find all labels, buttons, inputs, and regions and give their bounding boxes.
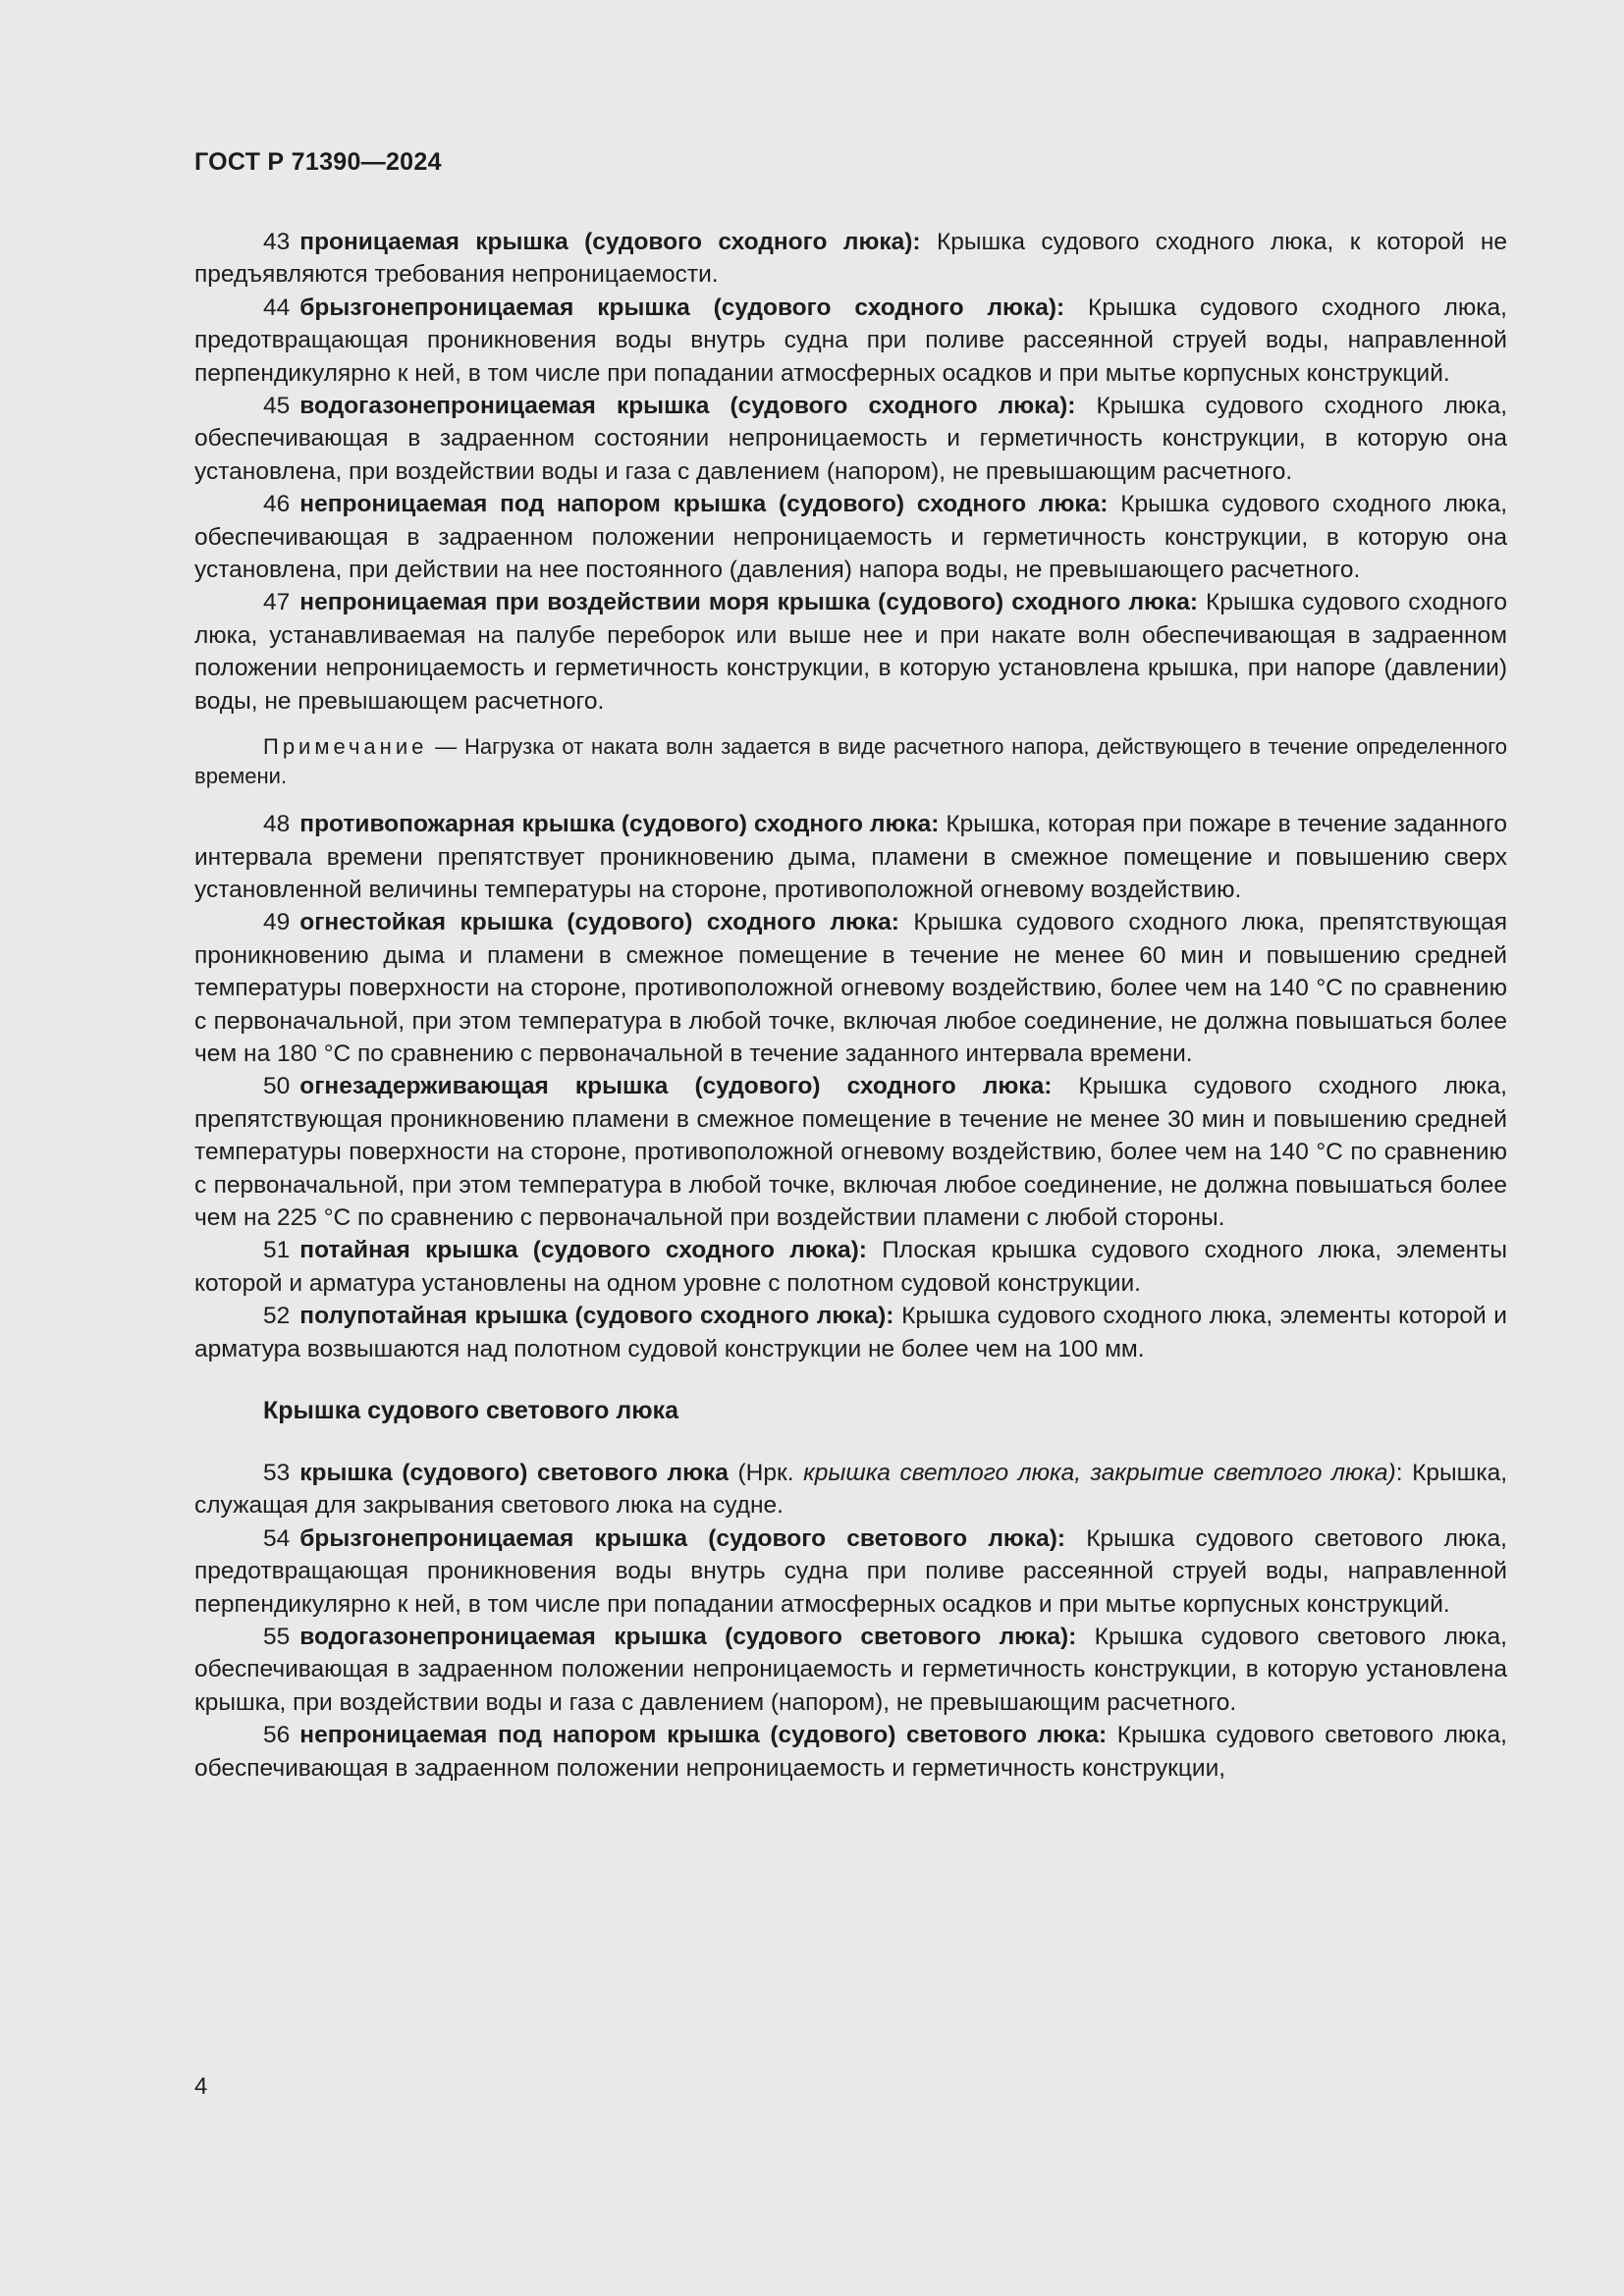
term-number: 49 xyxy=(263,909,291,936)
term-number: 54 xyxy=(263,1524,291,1552)
term-definition: Крышка судового сходного люка, препятствующая проникновению дыма и пламени в смежное помещение в течение не менее 60 мин и повышению средней температуры поверхности на стороне, противоположной огневому воздействию, более чем на 140 °С по сравнению с первоначальной, при этом температура в любой точке, включая любое соединение, не должна повышаться более чем на 180 °С по сравнению с первоначальной в течение заданного интервала времени. xyxy=(194,909,1507,1067)
term-name: непроницаемая при воздействии моря крышка (судового) сходного люка: xyxy=(299,589,1198,616)
term-entry-43 xyxy=(194,226,1507,292)
term-name: водогазонепроницаемая крышка (судового светового люка): xyxy=(299,1624,1077,1651)
term-definition: Крышка судового сходного люка, предотвращающая проникновения воды внутрь судна при поливе рассеянной струей воды, направленной перпендикулярно к ней, в том числе при попадании атмосферных осадков и при мытье корпусных конструкций. xyxy=(194,294,1507,387)
term-definition: Крышка судового светового люка, предотвращающая проникновения воды внутрь судна при поливе рассеянной струей воды, направленной перпендикулярно к ней, в том числе при попадании атмосферных осадков и при мытье корпусных конструкций. xyxy=(194,1524,1507,1618)
term-definition: Крышка судового светового люка, обеспечивающая в задраенном положении непроницаемость и герметичность конструкции, в которую установлена крышка, при воздействии воды и газа с давлением (напором), не превышающим расчетного. xyxy=(194,1624,1507,1716)
term-definition: Крышка судового сходного люка, обеспечивающая в задраенном состоянии непроницаемость и герметичность конструкции, в которую она установлена, при воздействии воды и газа с давлением (напором), не превышающим расчетного. xyxy=(194,393,1507,485)
term-name: непроницаемая под напором крышка (судового) светового люка: xyxy=(299,1722,1108,1749)
term-entry-50 xyxy=(194,1070,1507,1234)
term-definition: Плоская крышка судового сходного люка, элементы которой и арматура установлены на одном уровне с полотном судовой конструкции. xyxy=(194,1237,1507,1297)
term-entry-54 xyxy=(194,1522,1507,1621)
term-definition: Крышка судового светового люка, обеспечивающая в задраенном положении непроницаемость и герметичность конструкции, xyxy=(194,1722,1507,1782)
term-number: 53 xyxy=(263,1460,291,1486)
term-definition: Крышка судового сходного люка, обеспечивающая в задраенном положении непроницаемость и герметичность конструкции, в которую она установлена, при действии на нее постоянного (давления) напора воды, не превышающего расчетного. xyxy=(194,491,1507,584)
term-name: противопожарная крышка (судового) сходного люка: xyxy=(299,811,940,838)
term-list-c xyxy=(194,1457,1507,1785)
term-entry-52 xyxy=(194,1300,1507,1365)
term-definition: Крышка, которая при пожаре в течение заданного интервала времени препятствует проникновению дыма, пламени в смежное помещение и повышению сверх установленной величины температуры на стороне, противоположной огневому воздействию. xyxy=(194,811,1507,903)
term-number: 43 xyxy=(263,229,291,255)
note-text: — Нагрузка от наката волн задается в виде расчетного напора, действующего в течение определенного времени. xyxy=(194,734,1507,789)
term-number: 46 xyxy=(263,491,291,518)
page-number: 4 xyxy=(194,2073,208,2100)
term-name: проницаемая крышка (судового сходного люка): xyxy=(299,229,921,255)
term-number: 56 xyxy=(263,1722,291,1749)
term-number: 55 xyxy=(263,1624,291,1651)
term-entry-51 xyxy=(194,1234,1507,1300)
term-entry-53 xyxy=(194,1457,1507,1522)
term-name: огнезадерживающая крышка (судового) сходного люка: xyxy=(299,1073,1053,1100)
document-header: ГОСТ Р 71390—2024 xyxy=(194,148,442,176)
term-definition: Крышка судового сходного люка, элементы которой и арматура возвышаются над полотном судовой конструкции не более чем на 100 мм. xyxy=(194,1303,1507,1362)
term-definition: Крышка судового сходного люка, устанавливаемая на палубе переборок или выше нее и при накате волн обеспечивающая в задраенном положении непроницаемость и герметичность конструкции, в которую установлена крышка, при напоре (давлении) воды, не превышающем расчетного. xyxy=(194,589,1507,715)
term-entry-44 xyxy=(194,292,1507,390)
term-number: 51 xyxy=(263,1237,291,1264)
term-number: 50 xyxy=(263,1073,291,1100)
term-name: непроницаемая под напором крышка (судового) сходного люка: xyxy=(299,491,1109,518)
term-entry-48 xyxy=(194,808,1507,906)
term-list-b xyxy=(194,808,1507,1365)
term-name: огнестойкая крышка (судового) сходного люка: xyxy=(299,909,899,936)
term-definition: : Крышка, служащая для закрывания светового люка на судне. xyxy=(194,1460,1508,1520)
term-definition: Крышка судового сходного люка, препятствующая проникновению пламени в смежное помещение в течение не менее 30 мин и повышению средней температуры поверхности на стороне, противоположной огневому воздействию, более чем на 140 °С по сравнению с первоначальной, при этом температура в любой точке, включая любое соединение, не должна повышаться более чем на 225 °С по сравнению с первоначальной при воздействии пламени с любой стороны. xyxy=(194,1073,1507,1231)
term-definition: Крышка судового сходного люка, к которой не предъявляются требования непроницаемости. xyxy=(194,229,1507,289)
term-name: брызгонепроницаемая крышка (судового сходного люка): xyxy=(299,294,1065,321)
term-number: 45 xyxy=(263,393,291,420)
term-entry-45 xyxy=(194,390,1507,488)
term-entry-46 xyxy=(194,488,1507,586)
term-name: потайная крышка (судового сходного люка): xyxy=(299,1237,867,1264)
term-entry-56 xyxy=(194,1719,1507,1785)
term-number: 48 xyxy=(263,811,291,838)
term-entry-55 xyxy=(194,1621,1507,1719)
term-list-a xyxy=(194,226,1507,718)
term-number: 47 xyxy=(263,589,291,616)
term-number: 44 xyxy=(263,294,291,321)
term-number: 52 xyxy=(263,1303,291,1330)
term-name: крышка (судового) светового люка xyxy=(299,1460,729,1486)
term-entry-49 xyxy=(194,906,1507,1070)
note xyxy=(194,732,1507,791)
term-name: водогазонепроницаемая крышка (судового сходного люка): xyxy=(299,393,1076,420)
term-entry-47 xyxy=(194,586,1507,718)
document-body xyxy=(194,226,1507,1785)
term-prefix: (Нрк. xyxy=(728,1460,804,1486)
section-title: Крышка судового светового люка xyxy=(263,1397,678,1424)
term-alt-names: крышка светлого люка, закрытие светлого люка) xyxy=(803,1460,1396,1486)
term-name: полупотайная крышка (судового сходного люка): xyxy=(299,1303,894,1330)
term-name: брызгонепроницаемая крышка (судового светового люка): xyxy=(299,1524,1066,1552)
note-label: Примечание xyxy=(263,734,428,760)
